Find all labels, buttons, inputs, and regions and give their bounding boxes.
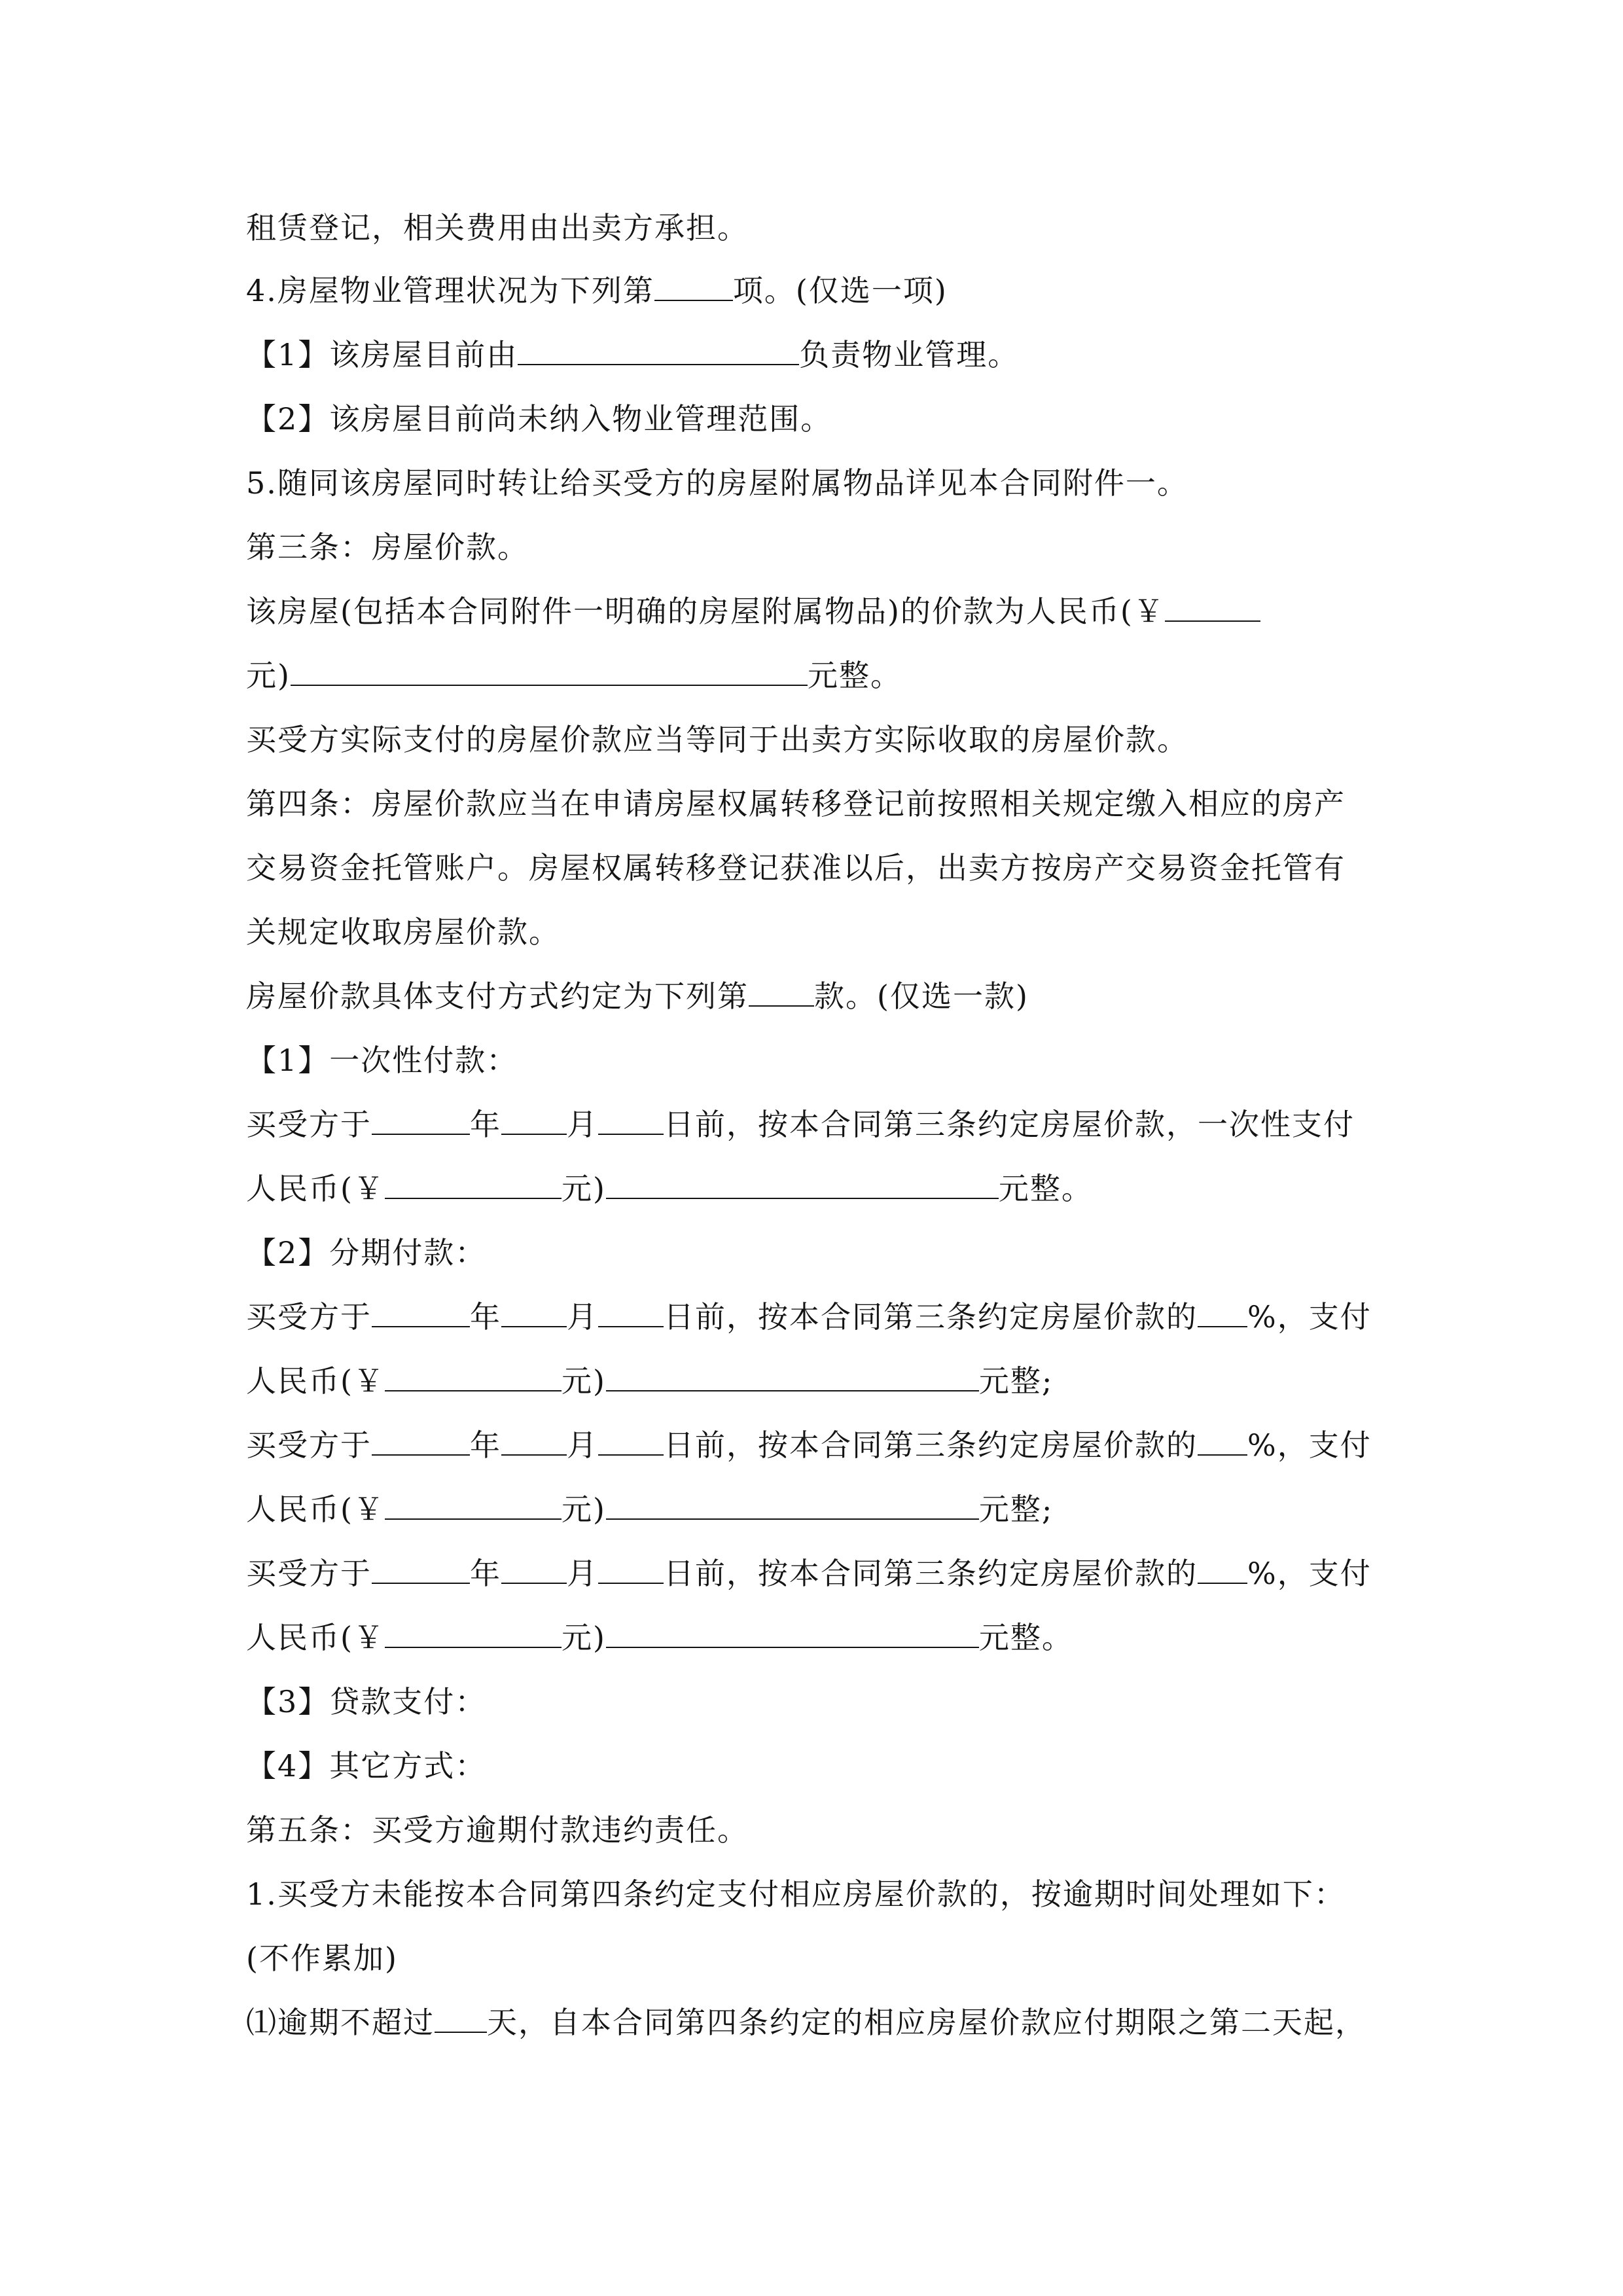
blank-field [598, 1428, 664, 1456]
blank-field [501, 1556, 567, 1584]
text-line [246, 2003, 1385, 2042]
text: 款。(仅选一款) [814, 978, 1029, 1014]
blank-field [606, 1621, 979, 1648]
text-line [246, 335, 1385, 374]
text: 月 [567, 1556, 598, 1591]
text: 租赁登记，相关费用由出卖方承担。 [246, 210, 749, 245]
text: 元整; [978, 1492, 1054, 1527]
text-line [246, 1939, 1385, 1978]
text: 【3】贷款支付： [246, 1684, 487, 1719]
text: 买受方于 [246, 1556, 372, 1591]
blank-field [606, 1492, 979, 1520]
blank-field [501, 1428, 567, 1456]
text: 【1】该房屋目前由 [246, 337, 518, 372]
blank-field [372, 1428, 470, 1456]
text: 月 [567, 1107, 598, 1142]
blank-field [606, 1172, 999, 1199]
blank-field [654, 274, 733, 301]
text-line [246, 848, 1385, 888]
text: 日前，按本合同第三条约定房屋价款，一次性支付 [664, 1107, 1355, 1142]
blank-field [1198, 1300, 1247, 1327]
text: 天，自本合同第四条约定的相应房屋价款应付期限之第二天起， [487, 2005, 1366, 2040]
text: 【1】一次性付款： [246, 1043, 518, 1078]
text: 【4】其它方式： [246, 1748, 487, 1784]
blank-field [291, 658, 808, 686]
text: 人民币(￥ [246, 1492, 385, 1527]
text: 交易资金托管账户。房屋权属转移登记获准以后，出卖方按房产交易资金托管有 [246, 850, 1346, 886]
blank-field [598, 1556, 664, 1584]
text-line [246, 1105, 1385, 1144]
text: 月 [567, 1427, 598, 1463]
text: 年 [470, 1299, 501, 1335]
text: %，支付 [1247, 1556, 1372, 1591]
text-line [246, 1169, 1385, 1208]
text: 日前，按本合同第三条约定房屋价款的 [664, 1427, 1198, 1463]
text: 元) [246, 658, 291, 693]
text: 关规定收取房屋价款。 [246, 914, 560, 950]
text: 人民币(￥ [246, 1620, 385, 1655]
text-line [246, 1490, 1385, 1529]
text: 年 [470, 1556, 501, 1591]
blank-field [385, 1172, 562, 1199]
text-line [246, 784, 1385, 823]
text-line [246, 1554, 1385, 1593]
text-line [246, 1426, 1385, 1465]
text-line [246, 1746, 1385, 1785]
text-line [246, 1233, 1385, 1272]
text: 第五条：买受方逾期付款违约责任。 [246, 1812, 749, 1848]
text: 第三条：房屋价款。 [246, 529, 529, 565]
text: 买受方于 [246, 1107, 372, 1142]
text-line [246, 1682, 1385, 1721]
text: 买受方实际支付的房屋价款应当等同于出卖方实际收取的房屋价款。 [246, 722, 1188, 757]
text: 人民币(￥ [246, 1171, 385, 1206]
text-line [246, 592, 1385, 631]
blank-field [1165, 594, 1260, 622]
text: (不作累加) [246, 1941, 398, 1976]
blank-field [435, 2005, 487, 2033]
text: 该房屋(包括本合同附件一明确的房屋附属物品)的价款为人民币(￥ [246, 594, 1165, 629]
blank-field [385, 1364, 562, 1391]
text-line [246, 1361, 1385, 1401]
text-line [246, 528, 1385, 567]
text: 月 [567, 1299, 598, 1335]
text: 房屋价款具体支付方式约定为下列第 [246, 978, 749, 1014]
text: 负责物业管理。 [799, 337, 1020, 372]
text: 【2】该房屋目前尚未纳入物业管理范围。 [246, 401, 832, 437]
text: 元整。 [807, 658, 902, 693]
text-line [246, 1810, 1385, 1850]
text: 元) [561, 1492, 606, 1527]
blank-field [1198, 1556, 1247, 1584]
blank-field [606, 1364, 979, 1391]
text: %，支付 [1247, 1427, 1372, 1463]
text-line [246, 656, 1385, 695]
blank-field [501, 1107, 567, 1135]
text: 日前，按本合同第三条约定房屋价款的 [664, 1556, 1198, 1591]
text: 人民币(￥ [246, 1363, 385, 1399]
blank-field [749, 979, 814, 1007]
text: 元整。 [998, 1171, 1093, 1206]
text: 年 [470, 1427, 501, 1463]
text: 元整; [978, 1363, 1054, 1399]
text: 第四条：房屋价款应当在申请房屋权属转移登记前按照相关规定缴入相应的房产 [246, 786, 1346, 821]
text-line [246, 1297, 1385, 1336]
text: 元) [561, 1171, 606, 1206]
text-line [246, 720, 1385, 759]
text: 元) [561, 1620, 606, 1655]
text-line [246, 912, 1385, 952]
text-line [246, 271, 1385, 310]
blank-field [385, 1621, 562, 1648]
blank-field [372, 1300, 470, 1327]
blank-field [598, 1107, 664, 1135]
blank-field [385, 1492, 562, 1520]
text: 买受方于 [246, 1427, 372, 1463]
text: 1.买受方未能按本合同第四条约定支付相应房屋价款的，按逾期时间处理如下： [246, 1876, 1346, 1912]
text: 元) [561, 1363, 606, 1399]
blank-field [518, 338, 799, 365]
text: 年 [470, 1107, 501, 1142]
text-line [246, 1618, 1385, 1657]
text: 4.房屋物业管理状况为下列第 [246, 273, 654, 308]
text-line [246, 1041, 1385, 1080]
text: 项。(仅选一项) [732, 273, 948, 308]
blank-field [372, 1107, 470, 1135]
text-line [246, 977, 1385, 1016]
text: ⑴逾期不超过 [246, 2005, 435, 2040]
text-line [246, 463, 1385, 503]
text: 【2】分期付款： [246, 1235, 487, 1270]
text: 5.随同该房屋同时转让给买受方的房屋附属物品详见本合同附件一。 [246, 465, 1188, 501]
text: 买受方于 [246, 1299, 372, 1335]
text-line [246, 208, 1385, 247]
text: 元整。 [978, 1620, 1073, 1655]
text: 日前，按本合同第三条约定房屋价款的 [664, 1299, 1198, 1335]
blank-field [1198, 1428, 1247, 1456]
blank-field [598, 1300, 664, 1327]
text-line [246, 1874, 1385, 1914]
text-line [246, 399, 1385, 439]
blank-field [501, 1300, 567, 1327]
blank-field [372, 1556, 470, 1584]
text: %，支付 [1247, 1299, 1372, 1335]
